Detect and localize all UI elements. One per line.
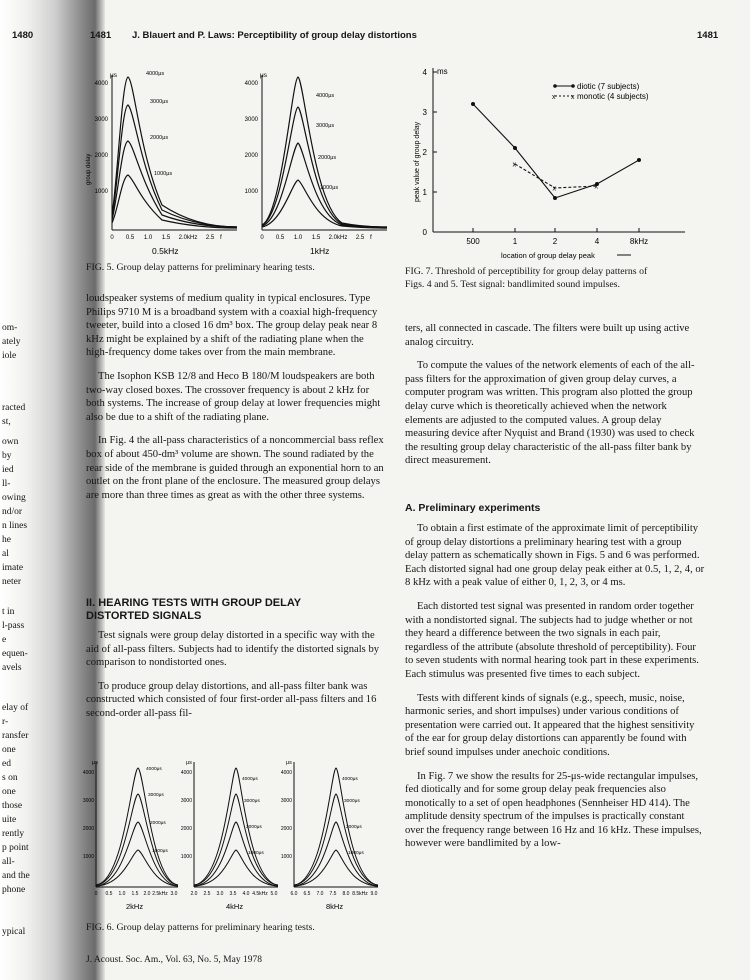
section-heading xyxy=(86,597,301,623)
fig5-a-title: 0.5kHz xyxy=(152,246,179,256)
fig7-point-marker xyxy=(471,102,475,106)
fig6-a-xtick: 2.0 xyxy=(143,891,151,897)
subsection-heading: A. Preliminary experiments xyxy=(405,502,541,514)
fig7-x-tick-label: 8kHz xyxy=(629,237,649,246)
fig5-y-label: group delay xyxy=(86,153,92,185)
fig6-b-xtick: 3.0 xyxy=(216,891,224,897)
fig6-c-title: 8kHz xyxy=(326,902,344,911)
fig6-b-ytick: 2000 xyxy=(180,826,192,832)
paragraph: In Fig. 4 the all-pass characteristics of a noncommercial bass reflex box of about 450-dm³ volume are shown. The sound radiated by the rear side of the membrane is guided through an exponential horn to an outlet on the front plane of the enclosure. The measured group delays are more than three times as great as with the other three systems. xyxy=(86,435,384,501)
fig7-y-tick-label: 1 xyxy=(422,188,427,197)
fig5-b-curve-label: 1000μs xyxy=(320,185,339,191)
fig6-c-curve-label: 4000μs xyxy=(342,777,358,782)
fig7-caption-line-1: FIG. 7. Threshold of perceptibility for group delay patterns of xyxy=(405,266,648,277)
facing-page-fragment: iole xyxy=(2,351,17,361)
fig6-c-ytick: 3000 xyxy=(280,798,292,804)
fig6-a-xtick: 2.5kHz xyxy=(152,891,168,897)
facing-page-fragment: e xyxy=(2,635,7,645)
fig5-b-xtick: 2.0kHz xyxy=(328,235,348,241)
left-column-text xyxy=(86,292,386,512)
paragraph: To obtain a first estimate of the approximate limit of perceptibility of group delay distortions a preliminary hearing test with a group delay pattern as schematically shown in Figs. 5 and 6 was performed. Each distorted signal had one group delay peak either at 0.5, 1, 2, 4, or 8 kHz with a peak value of either 0, 1, 2, 3, or 4 ms. xyxy=(405,523,705,589)
fig7-series-line-0 xyxy=(473,104,639,198)
facing-page-fragment: t in xyxy=(2,607,15,617)
fig6-a-curve-label: 3000μs xyxy=(148,793,164,798)
fig6-b-xtick: 4.0 xyxy=(242,891,250,897)
fig5-panel-a xyxy=(86,71,237,256)
running-title: J. Blauert and P. Laws: Perceptibility of group delay distortions xyxy=(132,30,417,41)
facing-page-fragment: avels xyxy=(2,663,22,673)
fig5-a-xtick: 0 xyxy=(110,235,114,241)
fig5-b-ytick: 3000 xyxy=(244,117,258,123)
fig7-point-marker xyxy=(637,158,641,162)
fig5-a-ytick: 2000 xyxy=(94,153,108,159)
facing-page-fragment: elay of xyxy=(2,703,29,713)
facing-page-fragment: r- xyxy=(2,717,9,727)
fig6-b-curve-label: 1000μs xyxy=(248,851,264,856)
fig6-c-ytick: 2000 xyxy=(280,826,292,832)
fig6-c-ytick: 4000 xyxy=(280,770,292,776)
facing-page-fragment: owing xyxy=(2,493,26,503)
facing-page-fragment: those xyxy=(2,801,23,811)
section-heading-line: II. HEARING TESTS WITH GROUP DELAY xyxy=(86,597,302,609)
fig6-b-ytick: 4000 xyxy=(180,770,192,776)
fig7-series-line-1 xyxy=(512,161,597,188)
facing-page-fragment: om- xyxy=(2,323,18,333)
facing-page-fragment: phone xyxy=(2,885,26,895)
fig7-y-unit: ms xyxy=(437,67,448,76)
fig5-a-curve xyxy=(112,175,237,228)
fig5-a-curve-label: 4000μs xyxy=(146,71,165,77)
fig7-y-tick-label: 4 xyxy=(422,68,427,77)
fig6-b-xtick: 2.0 xyxy=(190,891,198,897)
fig7-point-marker: x xyxy=(552,185,556,193)
fig6-c-xtick: 7.5 xyxy=(329,891,337,897)
fig7-x-tick-label: 2 xyxy=(552,237,558,246)
fig7-point-marker xyxy=(513,146,517,150)
fig6-a-xtick: 0 xyxy=(94,891,98,897)
fig7-x-label: location of group delay peak xyxy=(501,251,595,260)
fig5-b-xtick: 2.5 xyxy=(355,235,365,241)
journal-footer: J. Acoust. Soc. Am., Vol. 63, No. 5, May 1978 xyxy=(86,955,262,965)
fig6-b-ytick: 1000 xyxy=(180,854,192,860)
fig7-x-tick-label: 1 xyxy=(512,237,518,246)
fig5-b-title: 1kHz xyxy=(310,246,330,256)
fig6-c-xtick: 8.0 xyxy=(342,891,350,897)
figure-5 xyxy=(82,55,392,270)
facing-page-fragment: by xyxy=(2,451,12,461)
fig6-a-xtick: 3.0 xyxy=(170,891,178,897)
paragraph: To compute the values of the network elements of each of the all-pass filters for the approximation of given group delay curves, a computer program was written. This program also plotted the group delay curve which is theoretically achieved when the network elements are adjusted to the computed values. A group delay measuring device after Nyquist and Brand (1930) was used to check the resulting group delay characteristic of the all-pass filter bank by direct measurement. xyxy=(405,360,695,467)
fig6-panel-b xyxy=(181,760,278,911)
fig6-c-curve-label: 3000μs xyxy=(344,799,360,804)
fig5-b-ytick: 4000 xyxy=(244,81,258,87)
fig5-a-xtick: 2.5 xyxy=(205,235,215,241)
fig6-caption: FIG. 6. Group delay patterns for preliminary hearing tests. xyxy=(86,922,315,933)
fig6-panel-a xyxy=(83,760,178,911)
fig5-a-curve xyxy=(112,77,237,227)
figure-6 xyxy=(84,752,384,920)
fig7-point-marker xyxy=(553,196,557,200)
fig5-a-xtick: 2.0kHz xyxy=(178,235,198,241)
fig5-a-curve-label: 2000μs xyxy=(150,135,169,141)
fig6-y-unit: μs xyxy=(186,760,192,766)
fig5-a-x-symbol: f xyxy=(220,234,222,241)
facing-page-fragment: own xyxy=(2,437,19,447)
section-heading-line: DISTORTED SIGNALS xyxy=(86,610,202,622)
facing-page-fragment: racted xyxy=(2,403,26,413)
fig5-b-xtick: 0.5 xyxy=(275,235,285,241)
fig5-b-ytick: 1000 xyxy=(244,189,258,195)
fig6-b-curve-label: 2000μs xyxy=(246,825,262,830)
fig6-a-ytick: 1000 xyxy=(82,854,94,860)
fig7-caption-line-2: Figs. 4 and 5. Test signal: bandlimited sound impulses. xyxy=(405,279,620,290)
facing-page-fragment: l-pass xyxy=(2,621,25,631)
fig6-c-curve-label: 1000μs xyxy=(348,851,364,856)
fig6-b-title: 4kHz xyxy=(226,902,244,911)
right-column-text-2 xyxy=(405,522,705,861)
fig5-b-curve xyxy=(262,77,387,227)
fig6-a-xtick: 0.5 xyxy=(105,891,113,897)
figure-7 xyxy=(405,62,695,262)
fig6-y-unit: μs xyxy=(286,760,292,766)
fig6-b-xtick: 3.5 xyxy=(229,891,237,897)
previous-page-number: 1480 xyxy=(12,30,34,41)
fig5-a-xtick: 1.0 xyxy=(143,235,153,241)
fig6-b-xtick: 4.5kHz xyxy=(252,891,268,897)
fig5-a-ytick: 4000 xyxy=(94,81,108,87)
fig6-b-curve-label: 4000μs xyxy=(242,777,258,782)
fig7-legend-label: monotic (4 subjects) xyxy=(577,92,649,101)
facing-page-fragment: ied xyxy=(2,465,14,475)
right-column-text xyxy=(405,322,705,478)
facing-page-fragment: st, xyxy=(2,417,11,427)
fig7-x-tick-label: 500 xyxy=(466,237,480,246)
page-number-left: 1481 xyxy=(90,30,112,41)
svg-text:x: x xyxy=(552,94,556,101)
fig7-point-marker: x xyxy=(512,161,516,169)
fig5-a-curve-label: 3000μs xyxy=(150,99,169,105)
facing-page-fragment: p point xyxy=(2,843,29,853)
fig7-y-tick-label: 2 xyxy=(422,148,427,157)
paragraph: loudspeaker systems of medium quality in typical enclosures. Type Philips 9710 M is a broadband system with a coaxial high-frequency tweeter, build into a closed 16 dm³ box. The group delay peak near 8 kHz might be explained by a shift of the radiating plane when the high-frequency dome takes over from the main membrane. xyxy=(86,293,378,359)
fig6-a-ytick: 4000 xyxy=(82,770,94,776)
fig6-b-ytick: 3000 xyxy=(180,798,192,804)
fig6-b-xtick: 5.0 xyxy=(270,891,278,897)
fig6-c-xtick: 8.5kHz xyxy=(352,891,368,897)
fig6-a-curve-label: 1000μs xyxy=(152,849,168,854)
facing-page-fragment: one xyxy=(2,787,16,797)
facing-page-fragment: ransfer xyxy=(2,731,29,741)
paragraph: Tests with different kinds of signals (e.g., speech, music, noise, harmonic series, and short impulses) under various conditions of presentation were carried out. It appeared that the highest sensitivity of the ear for group delay distortions can apparently be found with brief sound impulses under anechoic conditions. xyxy=(405,692,695,758)
facing-page-fragment: n lines xyxy=(2,521,28,531)
fig5-a-curve xyxy=(112,141,237,227)
fig7-y-tick-label: 0 xyxy=(422,228,427,237)
svg-text:x: x xyxy=(571,94,575,101)
page-number-right: 1481 xyxy=(697,30,719,41)
fig6-a-curve-label: 2000μs xyxy=(150,821,166,826)
fig5-y-unit: μs xyxy=(260,72,267,79)
paragraph: Each distorted test signal was presented in random order together with a nondistorted signal. The subjects had to judge whether or not they heard a difference between the two signals in each pair, regardless of the attribute (absolute threshold of perceptibility). Four to seven students with normal hearing took part in these experiments. Each stimulus was presented five times to each subject. xyxy=(405,600,699,680)
facing-page-fragment: uite xyxy=(2,815,17,825)
fig7-y-tick-label: 3 xyxy=(422,108,427,117)
fig7-point-marker: x xyxy=(594,183,598,191)
fig7-y-label: peak value of group delay xyxy=(414,121,421,202)
fig5-a-curve xyxy=(112,105,237,227)
left-column-text-2 xyxy=(86,629,386,731)
facing-page-fragment: al xyxy=(2,549,9,559)
facing-page-fragment: he xyxy=(2,535,11,545)
fig6-c-ytick: 1000 xyxy=(280,854,292,860)
fig5-panel-b xyxy=(245,72,387,256)
fig6-y-unit: μs xyxy=(92,760,98,766)
fig6-a-xtick: 1.5 xyxy=(131,891,139,897)
fig6-a-ytick: 3000 xyxy=(82,798,94,804)
facing-page-fragment: one xyxy=(2,745,16,755)
fig6-a-ytick: 2000 xyxy=(82,826,94,832)
facing-page-fragment: all- xyxy=(2,857,15,867)
paragraph: The Isophon KSB 12/8 and Heco B 180/M loudspeakers are both two-way closed boxes. The crossover frequency is about 2 kHz for both systems. The increase of group delay at lower frequencies might also be due to a shift of the radiating plane. xyxy=(86,370,381,423)
facing-page-fragment: ypical xyxy=(2,927,26,937)
fig5-a-ytick: 3000 xyxy=(94,117,108,123)
fig6-c-xtick: 9.0 xyxy=(370,891,378,897)
facing-page-fragment: s on xyxy=(2,773,18,783)
fig6-c-xtick: 6.5 xyxy=(303,891,311,897)
fig5-b-curve-label: 4000μs xyxy=(316,93,335,99)
fig7-x-tick-label: 4 xyxy=(594,237,600,246)
fig6-c-curve-label: 2000μs xyxy=(346,825,362,830)
facing-page-fragment: and the xyxy=(2,871,30,881)
paragraph: Test signals were group delay distorted in a specific way with the aid of all-pass filters. Subjects had to identify the distorted signals by comparison to nondistorted ones. xyxy=(86,630,380,669)
fig5-a-xtick: 0.5 xyxy=(125,235,135,241)
fig5-b-xtick: 1.0 xyxy=(293,235,303,241)
facing-page-fragment: equen- xyxy=(2,649,28,659)
fig6-b-curve-label: 3000μs xyxy=(244,799,260,804)
fig5-a-ytick: 1000 xyxy=(94,189,108,195)
fig5-b-xtick: 1.5 xyxy=(311,235,321,241)
paragraph: In Fig. 7 we show the results for 25-μs-wide rectangular impulses, fed diotically and for some group delay peak frequencies also monotically to a set of open headphones (Sennheiser HD 414). The amplitude density spectrum of the impulses is practically constant over the frequency range between 16 Hz and 16 kHz. These impulses, however were bandlimited by a low- xyxy=(405,770,702,850)
fig5-a-curve-label: 1000μs xyxy=(154,171,173,177)
fig6-c-xtick: 7.0 xyxy=(316,891,324,897)
fig5-y-unit: μs xyxy=(110,72,117,79)
fig6-c-xtick: 6.0 xyxy=(290,891,298,897)
fig7-legend xyxy=(552,82,649,101)
paragraph: ters, all connected in cascade. The filters were built up using active analog circuitry. xyxy=(405,323,690,348)
facing-page-fragment: ed xyxy=(2,759,11,769)
fig6-a-title: 2kHz xyxy=(126,902,144,911)
facing-page-fragment: rently xyxy=(2,829,25,839)
fig6-a-xtick: 1.0 xyxy=(118,891,126,897)
facing-page-fragment: ately xyxy=(2,337,21,347)
facing-page-fragment: ll- xyxy=(2,479,11,489)
fig5-b-ytick: 2000 xyxy=(244,153,258,159)
fig6-b-xtick: 2.5 xyxy=(203,891,211,897)
fig6-a-curve-label: 4000μs xyxy=(146,767,162,772)
fig5-b-xtick: 0 xyxy=(260,235,264,241)
fig7-legend-label: diotic (7 subjects) xyxy=(577,82,640,91)
fig5-b-curve-label: 3000μs xyxy=(316,123,335,129)
fig5-b-curve-label: 2000μs xyxy=(318,155,337,161)
fig5-caption: FIG. 5. Group delay patterns for preliminary hearing tests. xyxy=(86,262,315,273)
facing-page-fragment: imate xyxy=(2,563,24,573)
fig5-a-xtick: 1.5 xyxy=(161,235,171,241)
facing-page-fragment: neter xyxy=(2,577,21,587)
facing-page-fragment: nd/or xyxy=(2,507,23,517)
fig5-b-x-symbol: f xyxy=(370,234,372,241)
paragraph: To produce group delay distortions, and all-pass filter bank was constructed which consisted of four first-order all-pass filters and 16 second-order all-pass fil- xyxy=(86,680,377,719)
fig6-panel-c xyxy=(281,760,378,911)
